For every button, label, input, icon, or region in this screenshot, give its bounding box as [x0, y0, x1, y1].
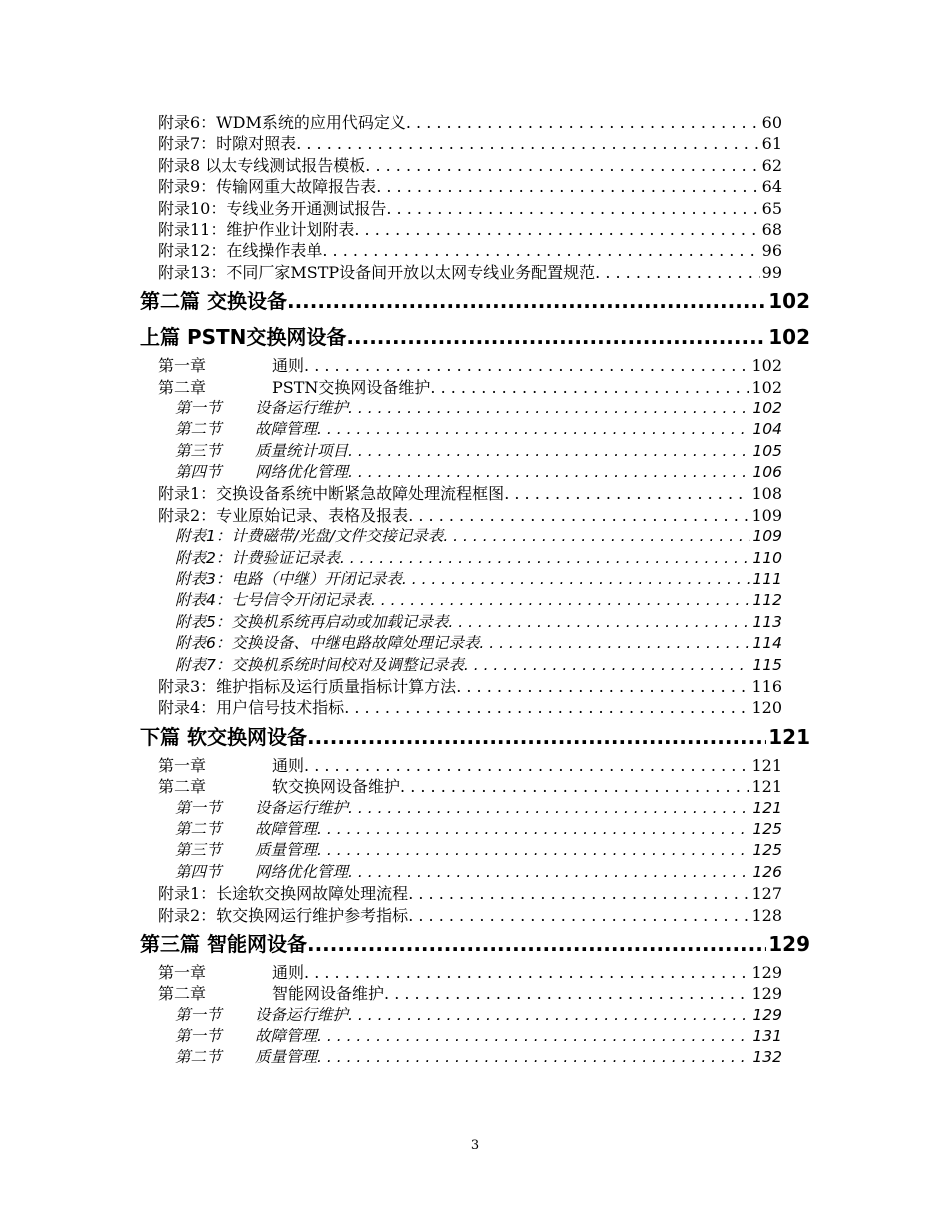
toc-subentry[interactable]: [0, 655, 950, 676]
toc-dot-leader: [304, 355, 749, 376]
toc-entry-title: 网络优化管理: [255, 862, 349, 881]
toc-dot-leader: [348, 462, 750, 483]
toc-entry-title: 附表7：交换机系统时间校对及调整记录表: [175, 655, 464, 674]
toc-entry-title: 故障管理: [255, 420, 318, 439]
toc-entry-number: 第一节: [175, 1005, 222, 1024]
toc-entry-title: 附录3：维护指标及运行质量指标计算方法: [158, 676, 457, 696]
toc-page-number: 115: [752, 655, 782, 674]
toc-entry-title: 设备运行维护: [255, 398, 349, 417]
toc-entry-title: 故障管理: [255, 1027, 318, 1046]
toc-dot-leader: [317, 819, 750, 840]
toc-entry-title: 质量管理: [255, 1048, 318, 1067]
toc-subentry[interactable]: [0, 462, 950, 483]
toc-page-number: 60: [761, 113, 782, 132]
toc-page-number: 108: [751, 484, 782, 504]
toc-entry[interactable]: [0, 755, 950, 776]
toc-subentry[interactable]: [0, 840, 950, 861]
toc-dot-leader: [464, 655, 751, 676]
toc-page-number: 106: [752, 463, 782, 482]
toc-entry-title: 上篇 PSTN交换网设备: [140, 325, 347, 350]
toc-dot-leader: [408, 905, 749, 926]
toc-page-number: 121: [752, 798, 782, 817]
toc-dot-leader: [317, 840, 750, 861]
toc-subentry[interactable]: [0, 419, 950, 440]
toc-entry[interactable]: [0, 355, 950, 376]
toc-dot-leader: [384, 983, 749, 1004]
toc-dot-leader: [406, 112, 760, 133]
toc-entry-title: 下篇 软交换网设备: [140, 724, 307, 749]
toc-page-number: 128: [751, 905, 782, 925]
toc-dot-leader: [504, 483, 749, 504]
page-number: 3: [470, 1138, 480, 1153]
toc-entry-number: 第二节: [175, 1048, 222, 1067]
toc-entry[interactable]: [0, 905, 950, 926]
toc-entry-number: 第三节: [175, 841, 222, 860]
toc-subentry[interactable]: [0, 633, 950, 654]
toc-dot-leader: [376, 176, 759, 197]
toc-page-number: 121: [768, 724, 810, 749]
toc-entry-title: 附录12：在线操作表单: [158, 241, 323, 261]
toc-page-number: 102: [768, 325, 810, 350]
toc-entry[interactable]: [0, 133, 950, 154]
toc-page-number: 99: [761, 262, 782, 282]
toc-entry-title: 附表5：交换机系统再启动或加载记录表: [175, 612, 449, 631]
toc-entry-title: 附录9：传输网重大故障报告表: [158, 177, 377, 197]
toc-entry[interactable]: [0, 676, 950, 697]
toc-entry[interactable]: [0, 697, 950, 718]
toc-subentry[interactable]: [0, 798, 950, 819]
toc-dot-leader: [354, 219, 759, 240]
toc-entry-number: 第二节: [175, 420, 222, 439]
toc-entry-title: PSTN交换网设备维护: [272, 377, 431, 397]
toc-page-number: 126: [752, 862, 782, 881]
toc-entry-title: 附表4：七号信令开闭记录表: [175, 591, 371, 610]
toc-page-number: 112: [752, 591, 782, 610]
toc-subentry[interactable]: [0, 398, 950, 419]
toc-dot-leader: [346, 319, 766, 355]
toc-dot-leader: [348, 1005, 750, 1026]
toc-entry-title: 通则: [272, 356, 305, 376]
toc-dot-leader: [296, 133, 759, 154]
toc-entry[interactable]: [0, 483, 950, 504]
toc-dot-leader: [479, 633, 750, 654]
toc-entry-title: 附录10：专线业务开通测试报告: [158, 198, 387, 218]
toc-entry[interactable]: [0, 176, 950, 197]
toc-entry-number: 第四节: [175, 463, 222, 482]
toc-entry-title: 附录11：维护作业计划附表: [158, 219, 355, 239]
toc-page-number: 109: [752, 527, 782, 546]
toc-entry-number: 第一章: [158, 962, 207, 982]
toc-page-number: 109: [751, 505, 782, 525]
toc-page-number: 102: [752, 398, 782, 417]
toc-page-number: 129: [751, 962, 782, 982]
toc-page-number: 121: [751, 755, 782, 775]
toc-dot-leader: [317, 1047, 750, 1068]
toc-dot-leader: [304, 962, 749, 983]
toc-part-heading[interactable]: [0, 319, 950, 355]
toc-entry-number: 第二章: [158, 777, 207, 797]
toc-dot-leader: [317, 1026, 750, 1047]
toc-entry[interactable]: [0, 776, 950, 797]
toc-dot-leader: [365, 155, 759, 176]
toc-entry-number: 第一章: [158, 755, 207, 775]
toc-part-heading[interactable]: [0, 283, 950, 319]
toc-entry-title: 故障管理: [255, 819, 318, 838]
toc-entry[interactable]: [0, 155, 950, 176]
toc-entry-title: 附录8 以太专线测试报告模板: [158, 155, 366, 175]
toc-dot-leader: [402, 569, 751, 590]
toc-dot-leader: [348, 441, 750, 462]
toc-entry-title: 附录13：不同厂家MSTP设备间开放以太网专线业务配置规范: [158, 262, 596, 282]
toc-page-number: 114: [752, 634, 782, 653]
toc-entry-number: 第四节: [175, 862, 222, 881]
toc-dot-leader: [408, 505, 749, 526]
toc-entry-number: 第二章: [158, 377, 207, 397]
toc-subentry[interactable]: [0, 569, 950, 590]
toc-page-number: 64: [761, 177, 782, 197]
toc-dot-leader: [307, 926, 766, 962]
toc-subentry[interactable]: [0, 1026, 950, 1047]
toc-dot-leader: [287, 283, 766, 319]
toc-page-number: 111: [752, 570, 782, 589]
toc-subentry[interactable]: [0, 548, 950, 569]
toc-entry-number: 第一节: [175, 1027, 222, 1046]
toc-entry-title: 智能网设备维护: [272, 984, 385, 1004]
toc-dot-leader: [348, 398, 750, 419]
toc-entry-title: 附表6：交换设备、中继电路故障处理记录表: [175, 634, 480, 653]
toc-dot-leader: [340, 548, 751, 569]
toc-dot-leader: [348, 862, 750, 883]
toc-entry-title: 附录1：交换设备系统中断紧急故障处理流程框图: [158, 484, 505, 504]
toc-page-number: 68: [761, 219, 782, 239]
toc-page-number: 121: [751, 777, 782, 797]
toc-entry[interactable]: [0, 983, 950, 1004]
toc-page-number: 125: [752, 819, 782, 838]
toc-page-number: 61: [761, 134, 782, 154]
toc-page-number: 65: [761, 198, 782, 218]
toc-entry-title: 第三篇 智能网设备: [140, 931, 307, 956]
toc-part-heading[interactable]: [0, 926, 950, 962]
toc-page-number: 120: [751, 698, 782, 718]
toc-dot-leader: [408, 883, 749, 904]
toc-page-number: 132: [752, 1048, 782, 1067]
toc-subentry[interactable]: [0, 526, 950, 547]
toc-dot-leader: [443, 526, 750, 547]
toc-dot-leader: [456, 676, 749, 697]
toc-entry-title: 质量管理: [255, 841, 318, 860]
toc-page-number: 102: [751, 377, 782, 397]
toc-entry[interactable]: [0, 219, 950, 240]
toc-page-number: 129: [768, 931, 810, 956]
toc-page-number: 131: [752, 1027, 782, 1046]
toc-entry[interactable]: [0, 240, 950, 261]
toc-entry-number: 第二章: [158, 984, 207, 1004]
toc-page-number: 113: [752, 612, 782, 631]
toc-dot-leader: [304, 755, 749, 776]
toc-entry-title: 软交换网设备维护: [272, 777, 401, 797]
toc-entry-title: 附录2：软交换网运行维护参考指标: [158, 905, 409, 925]
toc-entry-title: 附录7：时隙对照表: [158, 134, 297, 154]
toc-page-number: 104: [752, 420, 782, 439]
toc-entry[interactable]: [0, 112, 950, 133]
toc-dot-leader: [344, 697, 749, 718]
toc-entry-title: 附表2：计费验证记录表: [175, 548, 340, 567]
toc-page-number: 102: [751, 356, 782, 376]
toc-entry-title: 设备运行维护: [255, 1005, 349, 1024]
toc-subentry[interactable]: [0, 862, 950, 883]
toc-entry-number: 第三节: [175, 441, 222, 460]
toc-entry-title: 质量统计项目: [255, 441, 349, 460]
toc-page-number: 102: [768, 289, 810, 314]
toc-subentry[interactable]: [0, 819, 950, 840]
toc-entry-number: 第一章: [158, 356, 207, 376]
toc-entry-title: 第二篇 交换设备: [140, 289, 287, 314]
toc-entry-title: 通则: [272, 755, 305, 775]
toc-part-heading[interactable]: [0, 719, 950, 755]
toc-entry[interactable]: [0, 962, 950, 983]
toc-entry-title: 附录2：专业原始记录、表格及报表: [158, 505, 409, 525]
toc-entry-number: 第一节: [175, 398, 222, 417]
toc-entry-title: 附录4：用户信号技术指标: [158, 698, 345, 718]
toc-subentry[interactable]: [0, 441, 950, 462]
toc-dot-leader: [317, 419, 750, 440]
toc-dot-leader: [430, 377, 749, 398]
toc-dot-leader: [348, 798, 750, 819]
toc-entry[interactable]: [0, 262, 950, 283]
toc-entry-title: 附录1：长途软交换网故障处理流程: [158, 884, 409, 904]
toc-subentry[interactable]: [0, 1047, 950, 1068]
toc-page-number: 127: [751, 884, 782, 904]
toc-entry[interactable]: [0, 198, 950, 219]
toc-entry-title: 设备运行维护: [255, 798, 349, 817]
toc-dot-leader: [371, 590, 751, 611]
toc-dot-leader: [322, 240, 759, 261]
toc-subentry[interactable]: [0, 612, 950, 633]
toc-dot-leader: [595, 262, 759, 283]
toc-entry-title: 附表1：计费磁带/光盘/文件交接记录表: [175, 527, 444, 546]
toc-entry-number: 第二节: [175, 819, 222, 838]
toc-subentry[interactable]: [0, 1005, 950, 1026]
toc-page-number: 116: [751, 676, 782, 696]
toc-dot-leader: [400, 776, 749, 797]
toc-entry-number: 第一节: [175, 798, 222, 817]
toc-entry[interactable]: [0, 377, 950, 398]
toc-entry[interactable]: [0, 505, 950, 526]
toc-dot-leader: [386, 198, 759, 219]
toc-entry[interactable]: [0, 883, 950, 904]
toc-subentry[interactable]: [0, 590, 950, 611]
toc-page-number: 62: [761, 155, 782, 175]
toc-page-number: 129: [751, 984, 782, 1004]
toc-dot-leader: [448, 612, 750, 633]
toc-page-number: 125: [752, 841, 782, 860]
table-of-contents: [0, 112, 950, 1069]
toc-entry-title: 通则: [272, 962, 305, 982]
toc-entry-title: 附录6：WDM系统的应用代码定义: [158, 113, 406, 132]
toc-entry-title: 附表3：电路（中继）开闭记录表: [175, 570, 402, 589]
toc-page-number: 105: [752, 441, 782, 460]
toc-page-number: 129: [752, 1005, 782, 1024]
toc-page-number: 110: [752, 548, 782, 567]
toc-entry-title: 网络优化管理: [255, 463, 349, 482]
toc-dot-leader: [307, 719, 766, 755]
toc-page-number: 96: [761, 241, 782, 261]
